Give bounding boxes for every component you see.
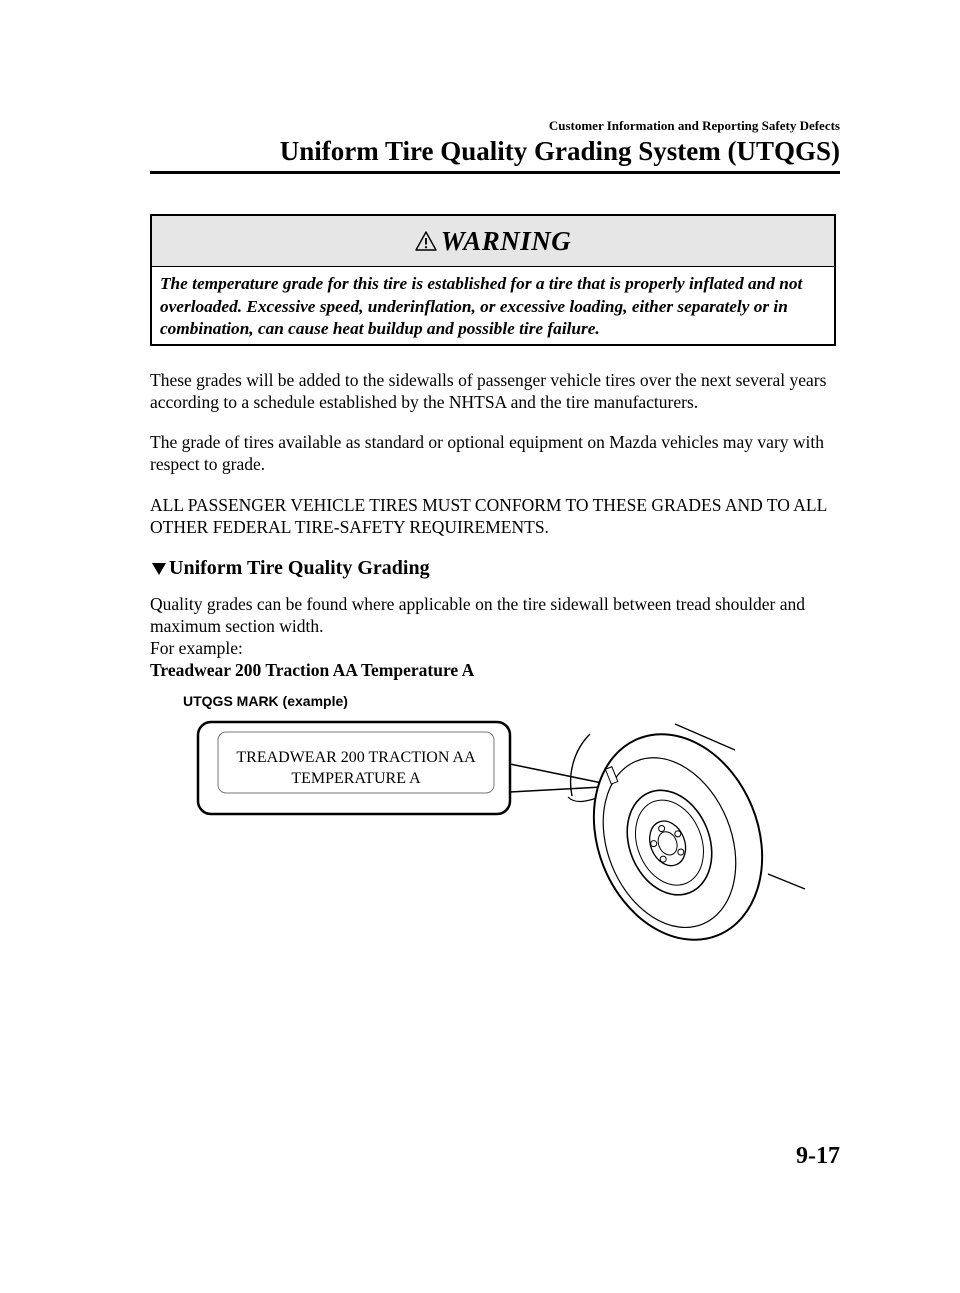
tire (564, 712, 792, 952)
fender-arc (571, 734, 590, 796)
paragraph-grade-variation: The grade of tires available as standard or optional equipment on Mazda vehicles may vary with respect to grade. (150, 432, 825, 474)
section-heading (150, 557, 430, 580)
body-line-bottom (768, 874, 805, 889)
callout-line2: TEMPERATURE A (291, 770, 421, 787)
warning-triangle-icon (415, 230, 437, 252)
page-number: 9-17 (796, 1143, 840, 1169)
section-heading-text: Uniform Tire Quality Grading (169, 557, 430, 579)
leader-line-bottom (510, 787, 602, 792)
paragraph-grades-schedule: These grades will be added to the sidewalls of passenger vehicle tires over the next several years according to a schedule established by the NHTSA and the tire manufacturers. (150, 370, 827, 412)
warning-header (152, 216, 834, 267)
callout-line1: TREADWEAR 200 TRACTION AA (236, 749, 476, 766)
page-title: Uniform Tire Quality Grading System (UTQGS) (279, 136, 840, 166)
section-body: Quality grades can be found where applicable on the tire sidewall between tread shoulder and maximum section width. (150, 594, 806, 636)
paragraph-federal-requirements: ALL PASSENGER VEHICLE TIRES MUST CONFORM TO THESE GRADES AND TO ALL OTHER FEDERAL TIRE-SAFETY REQUIREMENTS. (150, 495, 827, 537)
leader-line-top (510, 764, 602, 783)
utqgs-tire-illustration (190, 712, 830, 952)
triangle-down-icon (152, 563, 166, 575)
warning-text: The temperature grade for this tire is established for a tire that is properly inflated and not overloaded. Excessive speed, underinflation, or excessive loading, either separately or in combination, can cause heat buildup and possible tire failure. (160, 274, 803, 338)
warning-title: WARNING (440, 225, 572, 256)
figure-label: UTQGS MARK (example) (183, 693, 348, 709)
example-label: For example: (150, 638, 243, 658)
warning-box (150, 214, 836, 346)
header-divider (150, 171, 840, 174)
header-section-name: Customer Information and Reporting Safety Defects (548, 118, 840, 133)
example-grade-text: Treadwear 200 Traction AA Temperature A (150, 660, 475, 680)
